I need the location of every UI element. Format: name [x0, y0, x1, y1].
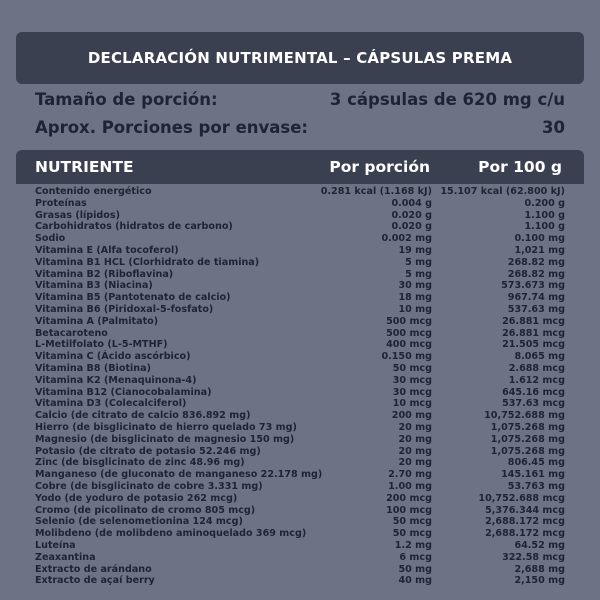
header-per-portion: Por porción	[329, 158, 430, 176]
table-row	[35, 398, 565, 410]
nutrient-name: Calcio (de citrato de calcio 836.892 mg)	[35, 410, 251, 422]
per-100g-value: 2,688 mg	[514, 563, 565, 575]
table-row	[35, 233, 565, 245]
nutrient-name: Carbohidratos (hidratos de carbono)	[35, 221, 233, 233]
nutrient-name: Magnesio (de bisglicinato de magnesio 150 mg)	[35, 433, 295, 445]
per-portion-value: 50 mcg	[392, 528, 432, 540]
nutrient-name: Vitamina E (Alfa tocoferol)	[35, 244, 179, 256]
per-portion-value: 0.281 kcal (1.168 kJ)	[320, 186, 432, 197]
nutrient-name: Contenido energético	[35, 186, 152, 197]
table-row	[35, 516, 565, 528]
per-100g-value: 53.763 mg	[507, 480, 565, 492]
per-portion-value: 20 mg	[398, 457, 432, 469]
per-portion-value: 5 mg	[405, 256, 432, 268]
table-row	[35, 186, 565, 198]
table-row	[35, 280, 565, 292]
per-portion-value: 200 mg	[391, 410, 432, 422]
nutrient-name: Zeaxantina	[35, 551, 96, 563]
nutrient-name: Betacaroteno	[35, 327, 108, 339]
per-100g-value: 645.16 mcg	[502, 386, 565, 398]
per-100g-value: 1.100 g	[524, 209, 565, 221]
table-row	[35, 434, 565, 446]
per-100g-value: 10,752.688 mg	[484, 410, 565, 422]
per-100g-value: 573.673 mg	[501, 280, 565, 292]
per-100g-value: 268.82 mg	[507, 256, 565, 268]
per-portion-value: 10 mg	[398, 303, 432, 315]
per-portion-value: 6 mcg	[399, 551, 432, 563]
nutrient-name: Vitamina D3 (Colecalciferol)	[35, 398, 187, 410]
header-per-100g: Por 100 g	[478, 158, 562, 176]
nutrient-name: Cromo (de picolinato de cromo 805 mcg)	[35, 504, 256, 516]
nutrient-name: Vitamina K2 (Menaquinona-4)	[35, 374, 197, 386]
table-row	[35, 245, 565, 257]
table-row	[35, 540, 565, 552]
per-portion-value: 50 mg	[398, 563, 432, 575]
per-portion-value: 500 mcg	[386, 327, 432, 339]
nutrient-name: Manganeso (de gluconato de manganeso 22.178 mg)	[35, 469, 323, 481]
per-portion-value: 0.150 mg	[381, 351, 432, 363]
per-100g-value: 1,075.268 mg	[490, 445, 565, 457]
serving-size-label: Tamaño de porción:	[35, 90, 218, 109]
table-row	[35, 564, 565, 576]
per-100g-value: 10,752.688 mcg	[478, 492, 565, 504]
per-100g-value: 26.881 mcg	[502, 315, 565, 327]
per-portion-value: 10 mcg	[392, 398, 432, 410]
per-100g-value: 806.45 mg	[507, 457, 565, 469]
nutrient-name: Yodo (de yoduro de potasio 262 mcg)	[35, 492, 238, 504]
per-100g-value: 2,688.172 mcg	[485, 528, 565, 540]
nutrient-name: Hierro (de bisglicinato de hierro quelado 73 mg)	[35, 421, 297, 433]
table-row	[35, 481, 565, 493]
per-portion-value: 0.020 g	[391, 209, 432, 221]
nutrient-name: Cobre (de bisglicinato de cobre 3.331 mg)	[35, 480, 263, 492]
per-100g-value: 2,150 mg	[514, 575, 565, 587]
nutrient-name: Vitamina B12 (Cianocobalamina)	[35, 386, 212, 398]
table-row	[35, 363, 565, 375]
table-row	[35, 221, 565, 233]
nutrient-name: Proteínas	[35, 197, 87, 209]
per-100g-value: 1.612 mcg	[508, 374, 565, 386]
per-100g-value: 0.100 mg	[514, 233, 565, 245]
table-row	[35, 316, 565, 328]
table-row	[35, 552, 565, 564]
per-portion-value: 20 mg	[398, 445, 432, 457]
per-portion-value: 40 mg	[398, 575, 432, 587]
nutrient-name: L-Metilfolato (L-5-MTHF)	[35, 339, 168, 351]
table-header	[16, 150, 584, 184]
per-portion-value: 1.00 mg	[388, 480, 432, 492]
table-row	[35, 410, 565, 422]
per-portion-value: 0.004 g	[391, 197, 432, 209]
per-100g-value: 537.63 mcg	[502, 398, 565, 410]
table-row	[35, 469, 565, 481]
per-portion-value: 30 mg	[398, 280, 432, 292]
nutrient-name: Vitamina B2 (Riboflavina)	[35, 268, 174, 280]
table-row	[35, 457, 565, 469]
table-row	[35, 422, 565, 434]
table-row	[35, 446, 565, 458]
per-100g-value: 1,075.268 mg	[490, 421, 565, 433]
per-100g-value: 1,021 mg	[514, 244, 565, 256]
per-portion-value: 200 mcg	[386, 492, 432, 504]
table-row	[35, 493, 565, 505]
table-row	[35, 339, 565, 351]
per-100g-value: 967.74 mg	[507, 292, 565, 304]
nutrient-name: Vitamina B6 (Piridoxal-5-fosfato)	[35, 303, 214, 315]
nutrient-name: Vitamina C (Ácido ascórbico)	[35, 351, 191, 363]
nutrient-name: Potasio (de citrato de potasio 52.246 mg)	[35, 445, 261, 457]
serving-size-row	[35, 90, 565, 109]
per-portion-value: 20 mg	[398, 433, 432, 445]
table-row	[35, 257, 565, 269]
per-100g-value: 537.63 mg	[507, 303, 565, 315]
per-100g-value: 8.065 mg	[514, 351, 565, 363]
servings-per-container-label: Aprox. Porciones por envase:	[35, 118, 309, 137]
per-portion-value: 1.2 mg	[394, 539, 432, 551]
per-100g-value: 0.200 g	[524, 197, 565, 209]
per-portion-value: 30 mcg	[392, 386, 432, 398]
nutrient-name: Vitamina B8 (Biotina)	[35, 362, 152, 374]
table-row	[35, 198, 565, 210]
per-100g-value: 26.881 mcg	[502, 327, 565, 339]
per-100g-value: 64.52 mg	[514, 539, 565, 551]
per-100g-value: 145.161 mg	[501, 469, 565, 481]
per-100g-value: 2,688.172 mcg	[485, 516, 565, 528]
per-100g-value: 322.58 mcg	[502, 551, 565, 563]
table-row	[35, 575, 565, 587]
nutrient-table-body	[35, 186, 565, 587]
table-row	[35, 328, 565, 340]
table-row	[35, 375, 565, 387]
nutrient-name: Extracto de açaí berry	[35, 575, 155, 587]
table-row	[35, 387, 565, 399]
per-100g-value: 15.107 kcal (62.800 kJ)	[440, 186, 565, 197]
nutrient-name: Sodio	[35, 233, 66, 245]
table-row	[35, 304, 565, 316]
nutrient-name: Vitamina A (Palmitato)	[35, 315, 159, 327]
per-portion-value: 0.002 mg	[381, 233, 432, 245]
nutrient-name: Vitamina B5 (Pantotenato de calcio)	[35, 292, 231, 304]
header-nutrient: NUTRIENTE	[35, 158, 134, 176]
title-banner	[16, 32, 584, 84]
per-100g-value: 21.505 mcg	[502, 339, 565, 351]
servings-per-container-row	[35, 118, 565, 137]
table-row	[35, 528, 565, 540]
servings-per-container-value: 30	[542, 118, 565, 137]
per-100g-value: 2.688 mcg	[508, 362, 565, 374]
nutrient-name: Luteína	[35, 539, 76, 551]
nutrient-name: Extracto de arándano	[35, 563, 152, 575]
nutrient-name: Zinc (de bisglicinato de zinc 48.96 mg)	[35, 457, 245, 469]
per-portion-value: 0.020 g	[391, 221, 432, 233]
table-row	[35, 351, 565, 363]
per-100g-value: 1,075.268 mg	[490, 433, 565, 445]
table-row	[35, 210, 565, 222]
table-row	[35, 269, 565, 281]
nutrient-name: Molibdeno (de molibdeno aminoquelado 369 mcg)	[35, 528, 307, 540]
per-portion-value: 400 mcg	[386, 339, 432, 351]
per-portion-value: 50 mcg	[392, 362, 432, 374]
per-portion-value: 30 mcg	[392, 374, 432, 386]
per-portion-value: 500 mcg	[386, 315, 432, 327]
per-portion-value: 100 mcg	[386, 504, 432, 516]
per-100g-value: 268.82 mg	[507, 268, 565, 280]
per-portion-value: 18 mg	[398, 292, 432, 304]
nutrient-name: Grasas (lípidos)	[35, 209, 120, 221]
per-100g-value: 1.100 g	[524, 221, 565, 233]
serving-size-value: 3 cápsulas de 620 mg c/u	[329, 90, 565, 109]
nutrient-name: Selenio (de selenometionina 124 mcg)	[35, 516, 243, 528]
table-row	[35, 505, 565, 517]
per-100g-value: 5,376.344 mcg	[485, 504, 565, 516]
nutrient-name: Vitamina B3 (Niacina)	[35, 280, 153, 292]
page-title: DECLARACIÓN NUTRIMENTAL – CÁPSULAS PREMA	[87, 49, 513, 67]
nutrient-name: Vitamina B1 HCL (Clorhidrato de tiamina)	[35, 256, 260, 268]
per-portion-value: 50 mcg	[392, 516, 432, 528]
per-portion-value: 2.70 mg	[388, 469, 432, 481]
per-portion-value: 19 mg	[398, 244, 432, 256]
per-portion-value: 5 mg	[405, 268, 432, 280]
table-row	[35, 292, 565, 304]
per-portion-value: 20 mg	[398, 421, 432, 433]
